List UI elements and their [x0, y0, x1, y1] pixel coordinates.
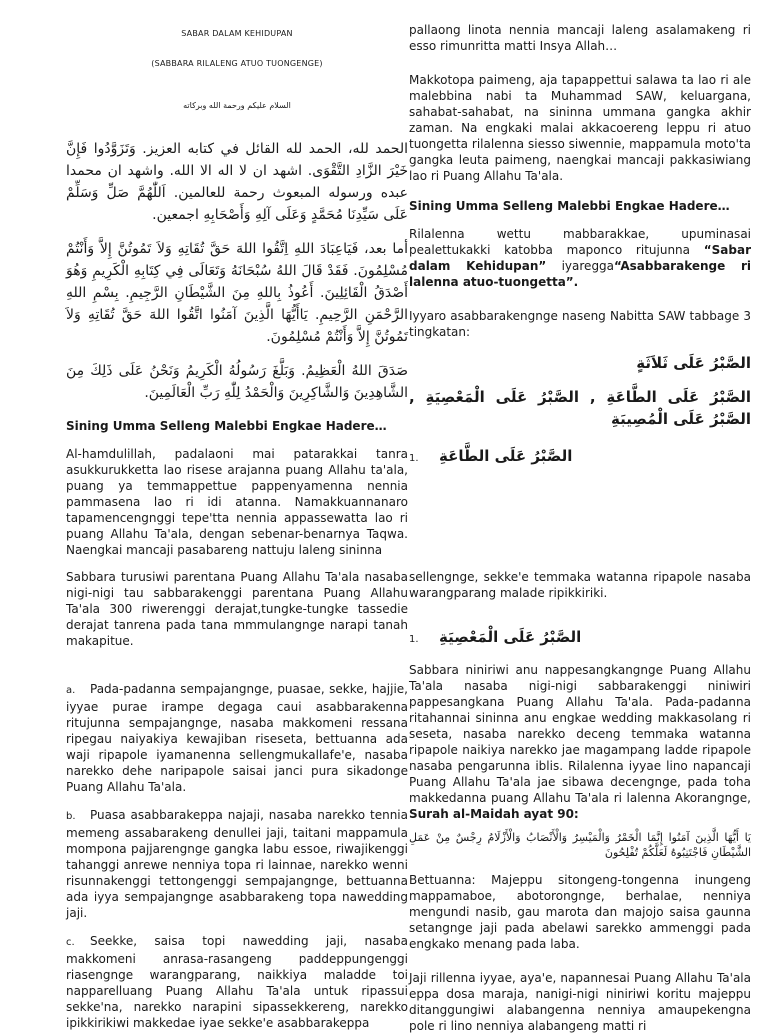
document-subtitle: (SABBARA RILALENG ATUO TUONGENGE) — [151, 59, 323, 68]
page1-left-column — [66, 20, 408, 558]
document-title: SABAR DALAM KEHIDUPAN — [181, 29, 293, 38]
text-run: Sabbara niniriwi anu nappesangkangnge Puang Allahu Ta'ala nasaba nigi-nigi sabbarakenggi niniwiri pappesangkana Puang Allahu Ta'ala. Pada-padanna ritahannai sininna anu engkae wedding makkasolang ri seseta, nasaba narekko deceng temmaka watanna ripapole naikiya narekko jae magampang ladde ripapole nasaba pengarunna iblis. Rilalenna iyyae lino napancaji Puang Allahu Ta'ala jae sibawa decengnge, pada toha makkedanna puang Allahu Ta'ala ri lalenna Akorangnge, — [409, 663, 751, 805]
page1-right-column — [409, 22, 751, 467]
item-label: c. — [66, 937, 75, 948]
arabic-three-levels: الصَّبْرُ عَلَى الطَّاعَةِ , الصَّبْرُ عَلَى الْمَعْصِيَةِ , الصَّبْرُ عَلَى الْمُصِيبَةِ — [409, 388, 751, 428]
salam-greeting: السلام عليكم ورحمة الله وبركاته — [183, 101, 291, 110]
item-label: a. — [66, 685, 76, 696]
emphasis-sabar: “Sabar dalam Kehidupan” — [409, 243, 751, 273]
item-label: b. — [66, 811, 76, 822]
item-text: Puasa asabbarakeppa najaji, nasaba narekko tennia memeng assabarakeng denullei jaji, taitani mappamula mompona pajjarengnge gangka labu essoe, riwajikenggi tahanggi anrewe nenniya topa ri lainnae, narekko wenni risunnakenggi tettongenggi sempajangnge, bettuanna ada iyya sempajangnge asabbarakeng topa nawedding jaji. — [66, 808, 408, 920]
arabic-taqwa-verse: أما بعد، فَيَاعِبَادَ اللهِ اِتَّقُوا اللهَ حَقَّ تُقَاتِهِ وَلاَ تَمُوتُنَّ إِلاَّ وَأَنْتُمْ مُسْلِمُونَ. فَقَدْ قَالَ اللهُ سُبْحَانَهُ وَتَعَالَى فِي كِتَابِهِ الْكَرِيمِ وَهُوَ أَصْدَقُ الْقَائِلِينَ. أَعُوذُ بِاللهِ مِنَ الشَّيْطَانِ الرَّجِيمِ. بِسْمِ اللهِ الرَّحْمَنِ الرَّحِيمِ. يَاأَيُّهَا الَّذِينَ آمَنُوا اتَّقُوا اللهَ حَقَّ تُقَاتِهِ وَلاَ تَمُوتُنَّ إِلاَّ وَأَنْتُمْ مُسْلِمُونَ. — [66, 241, 408, 345]
body-paragraph: pallaong linota nennia mancaji laleng asalamakeng ri esso rimunritta matti Insya Allah… — [409, 23, 751, 53]
body-paragraph — [409, 226, 751, 290]
numbered-item — [409, 629, 751, 648]
arabic-heading: الصَّبْرُ عَلَى ثَلاَثَةٍ — [636, 354, 751, 372]
item-text: Pada-padanna sempajangnge, puasae, sekke, hajjie, iyyae purae irampe degaga caui asabbarakenna ritujunna sempajangnge, nasaba makkomeni ressana ripegau naiyakiya kewajiban riseseta, bettuanna ada waji ripapole iyamanenna sellengmukallafe'e, nasaba narekko dehe naripapole saisai janci pura sikadonge Puang Allahu Ta'ala. — [66, 682, 408, 794]
body-paragraph: Jaji rillenna iyyae, aya'e, napannesai Puang Allahu Ta'ala eppa dosa maraja, nanigi-nigi niniriwi koritu majeppu ditanggungiwi alabangenna nenniya amaupekengna pole ri lino nenniya alabangeng matti ri — [409, 971, 751, 1033]
item-number: 1. — [409, 453, 419, 464]
body-paragraph: Iyyaro asabbarakengnge naseng Nabitta SAW tabbage 3 tingkatan: — [409, 309, 751, 339]
arabic-closing: صَدَقَ اللهُ الْعَظِيمُ. وَبَلَّغَ رَسُولُهُ الْكَرِيمُ وَنَحْنُ عَلَى ذَلِكَ مِنَ الشَّاهِدِينَ وَالشَّاكِرِينَ وَالْحَمْدُ لِلّٰهِ رَبِّ الْعَالَمِينَ. — [66, 363, 408, 401]
list-item-a — [66, 681, 408, 795]
item-number: 1. — [409, 634, 419, 645]
page2-right-column — [409, 569, 751, 1034]
body-paragraph: Al-hamdulillah, padalaoni mai patarakkai tanra asukkurukketta lao risese arajanna puang Allahu ta'ala, puang ya temmappettue pappenyamenna nennia pammasena lao ri idi atanna. Namakkuannanaro tapamencengnggi tepe'tta nennia appassewatta lao ri puang Allahu Ta'ala, dengan sebenar-benarnya Taqwa. Naengkai mancaji pasabareng nattuju laleng sininna — [66, 447, 408, 557]
list-item-b — [66, 807, 408, 921]
arabic-opening: الحمد لله، الحمد لله القائل في كتابه العزيز. وَتَزَوَّدُوا فَإِنَّ خَيْرَ الزَّادِ التَّقْوَى. اشهد ان لا اله الا الله. واشهد ان محمدا عبده ورسوله المبعوث رحمة للعالمين. اَللّٰهُمَّ صَلِّ وَسَلِّمْ عَلَى سَيِّدِنَا مُحَمَّدٍ وَعَلَى آلِهِ وَأَصْحَابِهِ اجمعين. — [66, 141, 408, 223]
body-paragraph: Sabbara turusiwi parentana Puang Allahu Ta'ala nasaba nigi-nigi tau sabbarakenggi parentana Puang Allahu Ta'ala 300 riwerenggi derajat,tungke-tungke tassedie derajat tanrena pada tana mmmulangnge narapi tanah makapitue. — [66, 570, 408, 648]
list-item-c — [66, 933, 408, 1031]
text-run: Rilalenna wettu mabbarakkae, upuminasai pealettukakki katobba maponco ritujunna — [409, 227, 751, 257]
arabic-verse-maidah: يَا أَيُّهَا الَّذِينَ آمَنُوا إِنَّمَا الْخَمْرُ وَالْمَيْسِرُ وَالْأَنْصَابُ وَالْأَزْلَامُ رِجْسٌ مِنْ عَمَلِ الشَّيْطَانِ فَاجْتَنِبُوهُ لَعَلَّكُمْ تُفْلِحُونَ — [409, 831, 751, 859]
arabic-item: الصَّبْرُ عَلَى الْمَعْصِيَةِ — [439, 628, 582, 646]
body-paragraph: Makkotopa paimeng, aja tapappettui salawa ta lao ri ale malebbina nabi ta Muhammad SAW, keluargana, sahabat-sahabat, na sininna ummana gangka akhir zaman. Na engkaki malai akkacoereng leppu ri atuo tuongetta rilalenna siesso siwennie, mappamula moto'ta gangka leuta paimeng, naengkai mancaji pakkasiwiang lao ri Puang Allahu Ta'ala. — [409, 73, 751, 183]
numbered-item — [409, 448, 751, 467]
emphasis-asabbarakenge: “Asabbarakenge ri lalenna atuo-tuongetta”. — [409, 259, 751, 289]
surah-reference: Surah al-Maidah ayat 90: — [409, 807, 579, 821]
body-paragraph: Bettuanna: Majeppu sitongeng-tongenna inungeng mappamaboe, abotorongnge, berhalae, nenniya mengundi nasib, gau marota dan majojo saisa gaunna setangnge jaji pada abelawi sarekko ammenggi pada engkako menang pada laba. — [409, 873, 751, 951]
page2-left-column — [66, 569, 408, 1031]
arabic-item: الصَّبْرُ عَلَى الطَّاعَةِ — [439, 447, 573, 465]
text-run: iyaregga — [546, 259, 615, 273]
section-heading: Sining Umma Selleng Malebbi Engkae Hadere… — [66, 419, 387, 433]
section-heading: Sining Umma Selleng Malebbi Engkae Hadere… — [409, 199, 730, 213]
body-paragraph: sellengnge, sekke'e temmaka watanna ripapole nasaba warangparang malade ripikkiriki. — [409, 570, 751, 600]
body-paragraph — [409, 662, 751, 822]
item-text: Seekke, saisa topi nawedding jaji, nasaba makkomeni anrasa-rasangeng paddeppungenggi riasengnge warangparang, naikkiya maladde toi napparelluang Puang Allahu Ta'ala untuk ripassui sekke'na, narekko narapini sipassekkereng, narekko ipikkirikiwi makkedae iyae sekke'e asabbarakeppa — [66, 934, 408, 1030]
